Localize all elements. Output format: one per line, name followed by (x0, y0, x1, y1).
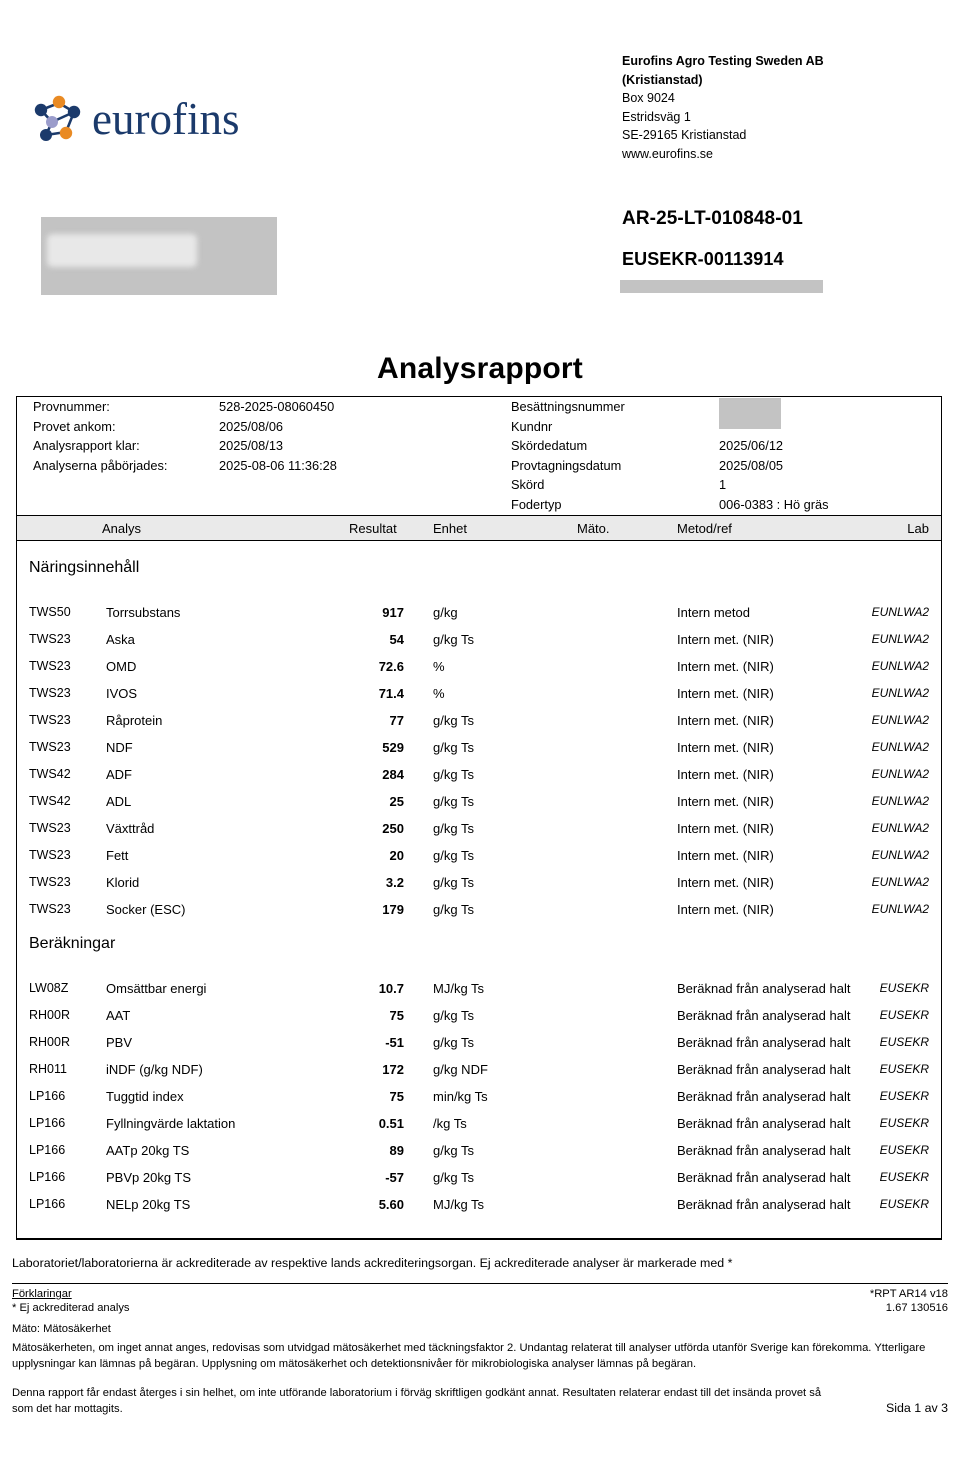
row-analysis-name: Omsättbar energi (106, 981, 207, 996)
row-result: 3.2 (385, 875, 404, 890)
info-label: Provet ankom: (33, 418, 116, 434)
row-code: LP166 (29, 1143, 66, 1157)
row-method: Beräknad från analyserad halt (677, 1116, 851, 1131)
redacted-customer-bar (620, 280, 823, 293)
row-result: 71.4 (378, 686, 404, 701)
row-result: 529 (382, 740, 404, 755)
row-method: Intern met. (NIR) (677, 686, 774, 701)
row-lab: EUSEKR (879, 1008, 929, 1022)
table-row (17, 1170, 941, 1197)
info-value: 2025/08/13 (219, 438, 284, 454)
footer-paragraph-reproduction: Denna rapport får endast återges i sin helhet, om inte utförande laboratorium i förväg skriftligen godkänt annat. Resultaten relaterar endast till det insända provet så som det har mottagits. (12, 1387, 822, 1415)
info-value: 2025/08/05 (719, 457, 784, 473)
row-method: Intern met. (NIR) (677, 902, 774, 917)
order-number: EUSEKR-00113914 (622, 249, 784, 269)
row-lab: EUNLWA2 (871, 659, 929, 673)
table-row (17, 1008, 941, 1035)
row-result: 25 (389, 794, 404, 809)
info-value: 006-0383 : Hö gräs (719, 496, 829, 512)
info-label: Analyserna påbörjades: (33, 457, 168, 473)
column-header-metod: Metod/ref (677, 521, 732, 536)
row-lab: EUNLWA2 (871, 821, 929, 835)
row-lab: EUSEKR (879, 981, 929, 995)
row-lab: EUNLWA2 (871, 848, 929, 862)
info-label: Provtagningsdatum (511, 457, 622, 473)
info-value: 2025/08/06 (219, 418, 284, 434)
row-code: TWS23 (29, 740, 71, 754)
company-website: www.eurofins.se (622, 146, 714, 161)
results-table-header (16, 515, 942, 541)
row-unit: % (433, 659, 445, 674)
row-analysis-name: Socker (ESC) (106, 902, 186, 917)
info-label: Skörd (511, 477, 545, 493)
row-method: Intern met. (NIR) (677, 767, 774, 782)
info-label: Skördedatum (511, 438, 588, 454)
company-street: Estridsväg 1 (622, 109, 691, 124)
redaction-blur (47, 234, 197, 267)
row-analysis-name: Torrsubstans (106, 605, 181, 620)
row-unit: min/kg Ts (433, 1089, 488, 1104)
row-analysis-name: Växttråd (106, 821, 155, 836)
eurofins-logo-icon (28, 88, 278, 150)
row-lab: EUSEKR (879, 1035, 929, 1049)
row-unit: g/kg Ts (433, 821, 474, 836)
table-row (17, 632, 941, 659)
row-analysis-name: PBV (106, 1035, 133, 1050)
row-method: Intern met. (NIR) (677, 875, 774, 890)
row-code: TWS23 (29, 713, 71, 727)
report-number: AR-25-LT-010848-01 (622, 208, 803, 229)
row-code: TWS23 (29, 821, 71, 835)
row-result: 72.6 (378, 659, 404, 674)
row-code: TWS23 (29, 848, 71, 862)
row-result: 5.60 (378, 1197, 404, 1212)
rpt-version-line1: *RPT AR14 v18 (869, 1288, 948, 1300)
row-analysis-name: Tuggtid index (106, 1089, 184, 1104)
forklaringar-heading: Förklaringar (12, 1288, 72, 1300)
row-analysis-name: PBVp 20kg TS (106, 1170, 192, 1185)
row-method: Intern met. (NIR) (677, 740, 774, 755)
row-analysis-name: iNDF (g/kg NDF) (106, 1062, 203, 1077)
row-unit: g/kg Ts (433, 1143, 474, 1158)
row-method: Intern met. (NIR) (677, 632, 774, 647)
row-unit: /kg Ts (433, 1116, 467, 1131)
row-lab: EUNLWA2 (871, 794, 929, 808)
table-row (17, 1089, 941, 1116)
svg-text:eurofins: eurofins (92, 94, 240, 144)
row-code: RH00R (29, 1008, 70, 1022)
row-result: 284 (382, 767, 404, 782)
row-lab: EUNLWA2 (871, 767, 929, 781)
company-box: Box 9024 (622, 91, 675, 105)
row-analysis-name: ADL (106, 794, 132, 809)
section-title-2: Beräkningar (29, 935, 116, 952)
page-title: Analysrapport (377, 352, 583, 385)
row-code: TWS23 (29, 632, 71, 646)
info-label: Fodertyp (511, 496, 562, 512)
row-method: Beräknad från analyserad halt (677, 1008, 851, 1023)
row-unit: g/kg Ts (433, 902, 474, 917)
row-lab: EUSEKR (879, 1143, 929, 1157)
row-method: Intern met. (NIR) (677, 713, 774, 728)
row-code: TWS23 (29, 686, 71, 700)
row-unit: g/kg Ts (433, 1170, 474, 1185)
company-name-line2: (Kristianstad) (622, 72, 703, 87)
info-row (511, 436, 931, 456)
row-lab: EUNLWA2 (871, 740, 929, 754)
info-label: Kundnr (511, 418, 553, 434)
row-code: TWS42 (29, 794, 71, 808)
row-code: TWS23 (29, 875, 71, 889)
row-unit: g/kg Ts (433, 632, 474, 647)
info-row (511, 495, 931, 515)
row-code: LW08Z (29, 981, 69, 995)
column-header-enhet: Enhet (433, 521, 467, 536)
table-row (17, 659, 941, 686)
rpt-version-line2: 1.67 130516 (885, 1302, 948, 1314)
row-method: Intern met. (NIR) (677, 848, 774, 863)
row-lab: EUSEKR (879, 1062, 929, 1076)
row-unit: % (433, 686, 445, 701)
table-row (17, 1143, 941, 1170)
section-title-1: Näringsinnehåll (29, 559, 140, 576)
table-row (17, 686, 941, 713)
info-value: 528-2025-08060450 (219, 399, 335, 414)
eurofins-logo (28, 88, 278, 150)
column-header-lab: Lab (907, 521, 929, 536)
sample-info-box (16, 396, 942, 515)
row-lab: EUSEKR (879, 1116, 929, 1130)
row-lab: EUSEKR (879, 1089, 929, 1103)
row-unit: g/kg Ts (433, 740, 474, 755)
row-unit: g/kg Ts (433, 794, 474, 809)
table-row (17, 875, 941, 902)
row-unit: g/kg Ts (433, 1008, 474, 1023)
info-row (511, 397, 931, 417)
column-header-analys: Analys (102, 521, 142, 536)
column-header-mato: Mäto. (577, 521, 610, 536)
row-result: -51 (385, 1035, 404, 1050)
info-row (511, 456, 931, 476)
redacted-customer-logo (41, 217, 277, 295)
info-value: 1 (719, 477, 727, 493)
info-row (33, 436, 503, 456)
row-code: LP166 (29, 1116, 66, 1130)
info-row (511, 475, 931, 495)
row-analysis-name: AAT (106, 1008, 131, 1023)
row-unit: g/kg Ts (433, 1035, 474, 1050)
info-label: Analysrapport klar: (33, 438, 140, 454)
row-analysis-name: OMD (106, 659, 137, 674)
row-unit: MJ/kg Ts (433, 981, 485, 996)
row-lab: EUNLWA2 (871, 713, 929, 727)
row-method: Beräknad från analyserad halt (677, 1035, 851, 1050)
row-analysis-name: AATp 20kg TS (106, 1143, 190, 1158)
sample-info-left (33, 397, 503, 475)
table-row (17, 1116, 941, 1143)
row-result: 89 (389, 1143, 404, 1158)
forklaringar-item: * Ej ackrediterad analys (12, 1302, 130, 1314)
row-code: TWS23 (29, 902, 71, 916)
row-result: 0.51 (378, 1116, 404, 1131)
row-method: Beräknad från analyserad halt (677, 1062, 851, 1077)
table-row (17, 1035, 941, 1062)
row-result: 54 (389, 632, 404, 647)
row-analysis-name: IVOS (106, 686, 138, 701)
row-method: Beräknad från analyserad halt (677, 1197, 851, 1212)
table-row (17, 740, 941, 767)
row-method: Beräknad från analyserad halt (677, 1143, 851, 1158)
table-row (17, 1062, 941, 1089)
row-unit: g/kg Ts (433, 875, 474, 890)
row-code: RH011 (29, 1062, 67, 1076)
row-method: Intern metod (677, 605, 750, 620)
info-row (33, 456, 503, 476)
column-header-resultat: Resultat (349, 521, 397, 536)
row-method: Beräknad från analyserad halt (677, 1089, 851, 1104)
row-lab: EUNLWA2 (871, 632, 929, 646)
row-analysis-name: Aska (106, 632, 135, 647)
row-method: Beräknad från analyserad halt (677, 1170, 851, 1185)
row-method: Intern met. (NIR) (677, 794, 774, 809)
sample-info-right (511, 397, 931, 515)
row-unit: g/kg (433, 605, 458, 620)
row-analysis-name: Råprotein (106, 713, 163, 728)
table-row (17, 713, 941, 740)
table-row (17, 1197, 941, 1224)
row-code: LP166 (29, 1197, 66, 1211)
footer-divider (12, 1283, 948, 1284)
row-analysis-name: NELp 20kg TS (106, 1197, 191, 1212)
row-code: TWS23 (29, 659, 71, 673)
info-label: Besättningsnummer (511, 399, 625, 414)
footer-paragraph-uncertainty: Mätosäkerheten, om inget annat anges, redovisas som utvidgad mätosäkerhet med täckningsfaktor 2. Undantag relaterat till analyser utförda utanför Sverige kan förekomma. Ytterligare upplysningar kan lämnas på begäran. Upplysning om mätosäkerhet och detektionsnivåer för mikrobiologiska analyser lämnas på begäran. (12, 1342, 926, 1370)
row-unit: g/kg NDF (433, 1062, 488, 1077)
company-address (622, 52, 952, 163)
row-lab: EUSEKR (879, 1197, 929, 1211)
row-result: 917 (382, 605, 404, 620)
accreditation-note: Laboratoriet/laboratorierna är ackrediterade av respektive lands ackrediteringsorgan. Ej ackrediterade analyser är markerade med * (12, 1256, 733, 1270)
row-analysis-name: Fett (106, 848, 129, 863)
row-result: 77 (389, 713, 404, 728)
row-result: 75 (389, 1089, 404, 1104)
table-row (17, 902, 941, 929)
table-row (17, 981, 941, 1008)
row-analysis-name: Klorid (106, 875, 140, 890)
row-unit: MJ/kg Ts (433, 1197, 485, 1212)
row-code: LP166 (29, 1089, 66, 1103)
row-lab: EUNLWA2 (871, 605, 929, 619)
row-code: RH00R (29, 1035, 70, 1049)
company-name-line1: Eurofins Agro Testing Sweden AB (622, 54, 824, 68)
row-code: TWS50 (29, 605, 71, 619)
info-label: Provnummer: (33, 399, 110, 414)
row-analysis-name: NDF (106, 740, 133, 755)
table-row (17, 821, 941, 848)
row-lab: EUNLWA2 (871, 875, 929, 889)
info-value: 2025/06/12 (719, 438, 784, 454)
row-result: 75 (389, 1008, 404, 1023)
info-row (511, 417, 931, 437)
table-row (17, 767, 941, 794)
company-city: SE-29165 Kristianstad (622, 128, 747, 142)
info-row (33, 397, 503, 417)
row-result: 172 (382, 1062, 404, 1077)
row-lab: EUNLWA2 (871, 686, 929, 700)
page-indicator: Sida 1 av 3 (886, 1401, 948, 1415)
row-method: Intern met. (NIR) (677, 659, 774, 674)
row-unit: g/kg Ts (433, 767, 474, 782)
row-code: TWS42 (29, 767, 71, 781)
table-row (17, 848, 941, 875)
table-row (17, 794, 941, 821)
row-result: 20 (389, 848, 404, 863)
row-code: LP166 (29, 1170, 66, 1184)
info-row (33, 417, 503, 437)
mato-definition: Mäto: Mätosäkerhet (12, 1323, 111, 1335)
table-row (17, 605, 941, 632)
info-value: 2025-08-06 11:36:28 (219, 457, 337, 473)
row-result: 179 (382, 902, 404, 917)
row-result: 10.7 (378, 981, 404, 996)
row-analysis-name: ADF (106, 767, 132, 782)
row-unit: g/kg Ts (433, 848, 474, 863)
row-result: 250 (382, 821, 404, 836)
row-method: Intern met. (NIR) (677, 821, 774, 836)
row-lab: EUNLWA2 (871, 902, 929, 916)
row-lab: EUSEKR (879, 1170, 929, 1184)
row-analysis-name: Fyllningvärde laktation (106, 1116, 236, 1131)
row-result: -57 (385, 1170, 404, 1185)
results-table-body (16, 541, 942, 1240)
row-method: Beräknad från analyserad halt (677, 981, 851, 996)
row-unit: g/kg Ts (433, 713, 474, 728)
